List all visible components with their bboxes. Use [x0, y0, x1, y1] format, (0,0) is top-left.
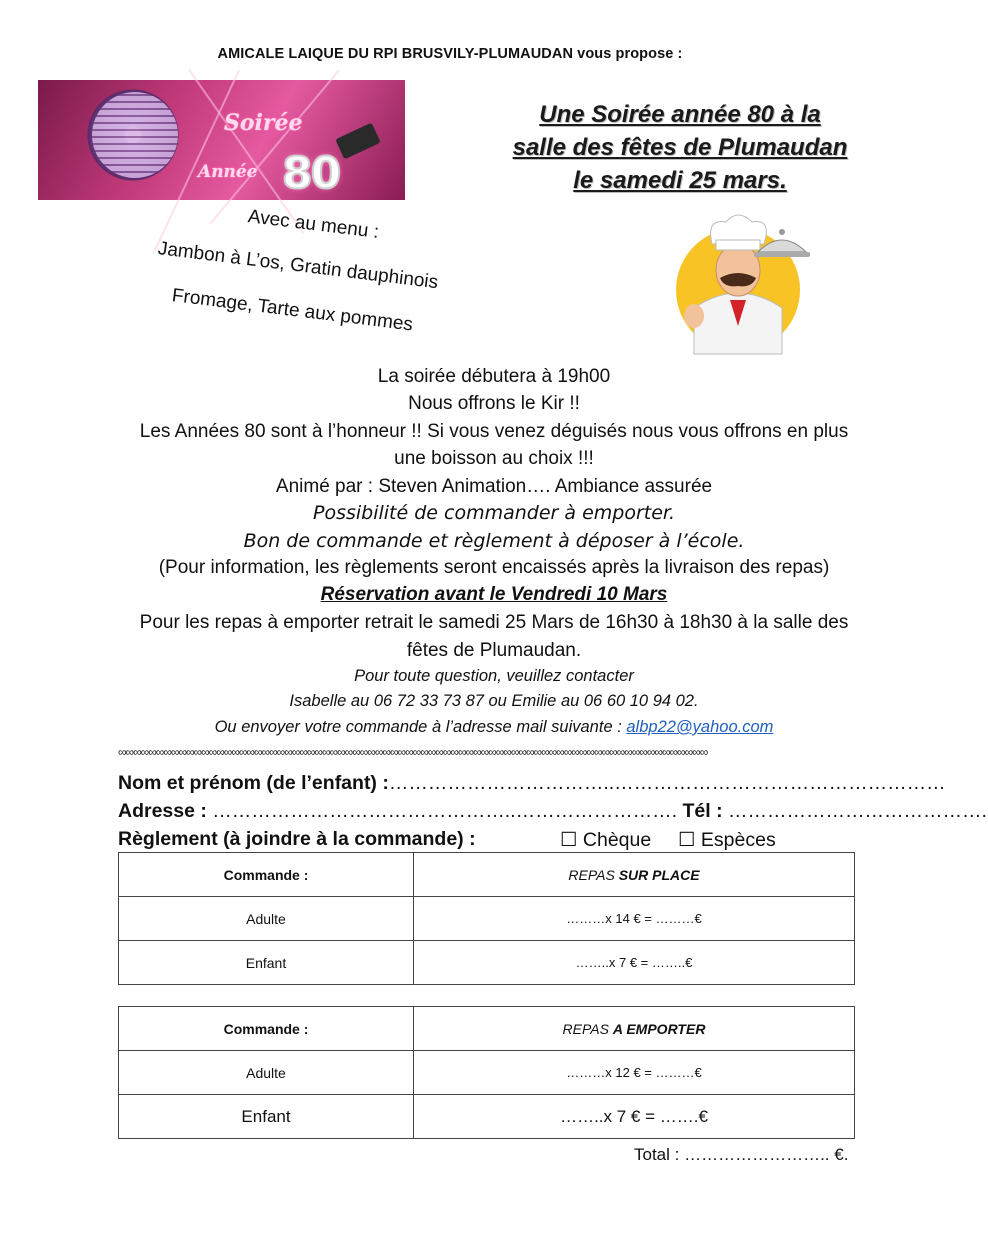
- title-line: Une Soirée année 80 à la: [539, 101, 821, 128]
- chef-icon: [654, 208, 818, 354]
- row-label: Adulte: [119, 1051, 414, 1095]
- row-calc-blank[interactable]: ……..x 7 € = …….€: [414, 1095, 855, 1139]
- child-name-blank[interactable]: ……………………………..……………………………………………: [388, 772, 946, 794]
- decorative-divider: ∞∞∞∞∞∞∞∞∞∞∞∞∞∞∞∞∞∞∞∞∞∞∞∞∞∞∞∞∞∞∞∞∞∞∞∞∞∞∞∞∞∞∞∞∞∞∞∞∞∞∞∞∞∞∞∞∞∞∞∞∞∞∞∞∞∞∞∞∞∞∞∞∞∞∞∞∞∞: [118, 745, 708, 759]
- address-label: Adresse :: [118, 800, 207, 822]
- pickup-text-line1: Pour les repas à emporter retrait le samedi 25 Mars de 16h30 à 18h30 à la salle des: [139, 612, 849, 633]
- payment-method-row: [118, 828, 476, 851]
- header-prefix: REPAS: [562, 1020, 613, 1037]
- table-header-label: Commande :: [119, 853, 414, 897]
- title-line: le samedi 25 mars.: [573, 167, 787, 194]
- table-row: [119, 1051, 855, 1095]
- child-name-field[interactable]: [118, 772, 946, 795]
- contact-intro: Pour toute question, veuillez contacter: [354, 667, 634, 685]
- header-prefix: REPAS: [568, 866, 619, 883]
- payment-cash-option[interactable]: ☐ Espèces: [678, 829, 776, 851]
- header-bold: SUR PLACE: [618, 866, 700, 883]
- order-form-text: Bon de commande et règlement à déposer à l’école.: [243, 530, 745, 552]
- row-calc-blank[interactable]: ………x 12 € = ………€: [414, 1051, 855, 1095]
- table-header-row: [119, 1007, 855, 1051]
- contact-mail-line: [0, 718, 988, 737]
- order-table-takeaway: [118, 1006, 855, 1139]
- email-link[interactable]: albp22@yahoo.com: [626, 718, 774, 736]
- kir-text: Nous offrons le Kir !!: [408, 393, 580, 414]
- payment-info-text: (Pour information, les règlements seront encaissés après la livraison des repas): [158, 557, 830, 578]
- row-label: Enfant: [119, 1095, 414, 1139]
- animation-text: Animé par : Steven Animation…. Ambiance assurée: [275, 476, 713, 497]
- header-bold: A EMPORTER: [612, 1020, 706, 1037]
- table-header-type: [414, 853, 855, 897]
- menu-line: Fromage, Tarte aux pommes: [170, 285, 415, 336]
- contact-phones: Isabelle au 06 72 33 73 87 ou Emilie au 06 60 10 94 02.: [289, 692, 699, 710]
- table-header-row: [119, 853, 855, 897]
- theme-text-line2: une boisson au choix !!!: [394, 448, 594, 469]
- table-row: [119, 941, 855, 985]
- theme-text-line1: Les Années 80 sont à l’honneur !! Si vous venez déguisés nous vous offrons en plus: [139, 421, 849, 442]
- header-organizer: AMICALE LAIQUE DU RPI BRUSVILY-PLUMAUDAN vous propose :: [217, 46, 683, 62]
- disco-ball-icon: [92, 92, 178, 178]
- row-label: Adulte: [119, 897, 414, 941]
- menu-line: Jambon à L’os, Gratin dauphinois: [156, 238, 440, 294]
- reservation-deadline: Réservation avant le Vendredi 10 Mars: [320, 584, 668, 605]
- mail-prefix: Ou envoyer votre commande à l’adresse mail suivante :: [214, 718, 627, 736]
- banner-word-annee: Année: [198, 162, 258, 182]
- table-row: [119, 1095, 855, 1139]
- table-header-type: [414, 1007, 855, 1051]
- banner-number: 80: [282, 148, 340, 199]
- title-line: salle des fêtes de Plumaudan: [512, 134, 848, 161]
- table-header-label: Commande :: [119, 1007, 414, 1051]
- child-name-label: Nom et prénom (de l’enfant) :: [118, 772, 389, 794]
- order-total[interactable]: Total : …………………….. €.: [634, 1145, 849, 1164]
- table-row: [119, 897, 855, 941]
- payment-cheque-option[interactable]: ☐ Chèque: [560, 829, 652, 851]
- menu-heading: Avec au menu :: [246, 206, 381, 243]
- spotlight-icon: [335, 123, 381, 160]
- pickup-text-line2: fêtes de Plumaudan.: [406, 640, 582, 661]
- order-table-on-site: [118, 852, 855, 985]
- start-time-text: La soirée débutera à 19h00: [377, 366, 611, 387]
- row-label: Enfant: [119, 941, 414, 985]
- row-calc-blank[interactable]: ……..x 7 € = ……..€: [414, 941, 855, 985]
- address-field[interactable]: [118, 800, 987, 823]
- takeaway-text: Possibilité de commander à emporter.: [312, 502, 676, 524]
- phone-label: Tél :: [682, 800, 723, 822]
- row-calc-blank[interactable]: ………x 14 € = ………€: [414, 897, 855, 941]
- payment-label: Règlement (à joindre à la commande) :: [118, 828, 476, 850]
- address-blank[interactable]: ………………………………………..…………………….: [212, 800, 678, 822]
- phone-blank[interactable]: ………………………………….: [728, 800, 987, 822]
- banner-word-soiree: Soirée: [224, 110, 303, 136]
- event-title: [480, 98, 880, 197]
- soiree-annee-80-banner: [38, 80, 405, 200]
